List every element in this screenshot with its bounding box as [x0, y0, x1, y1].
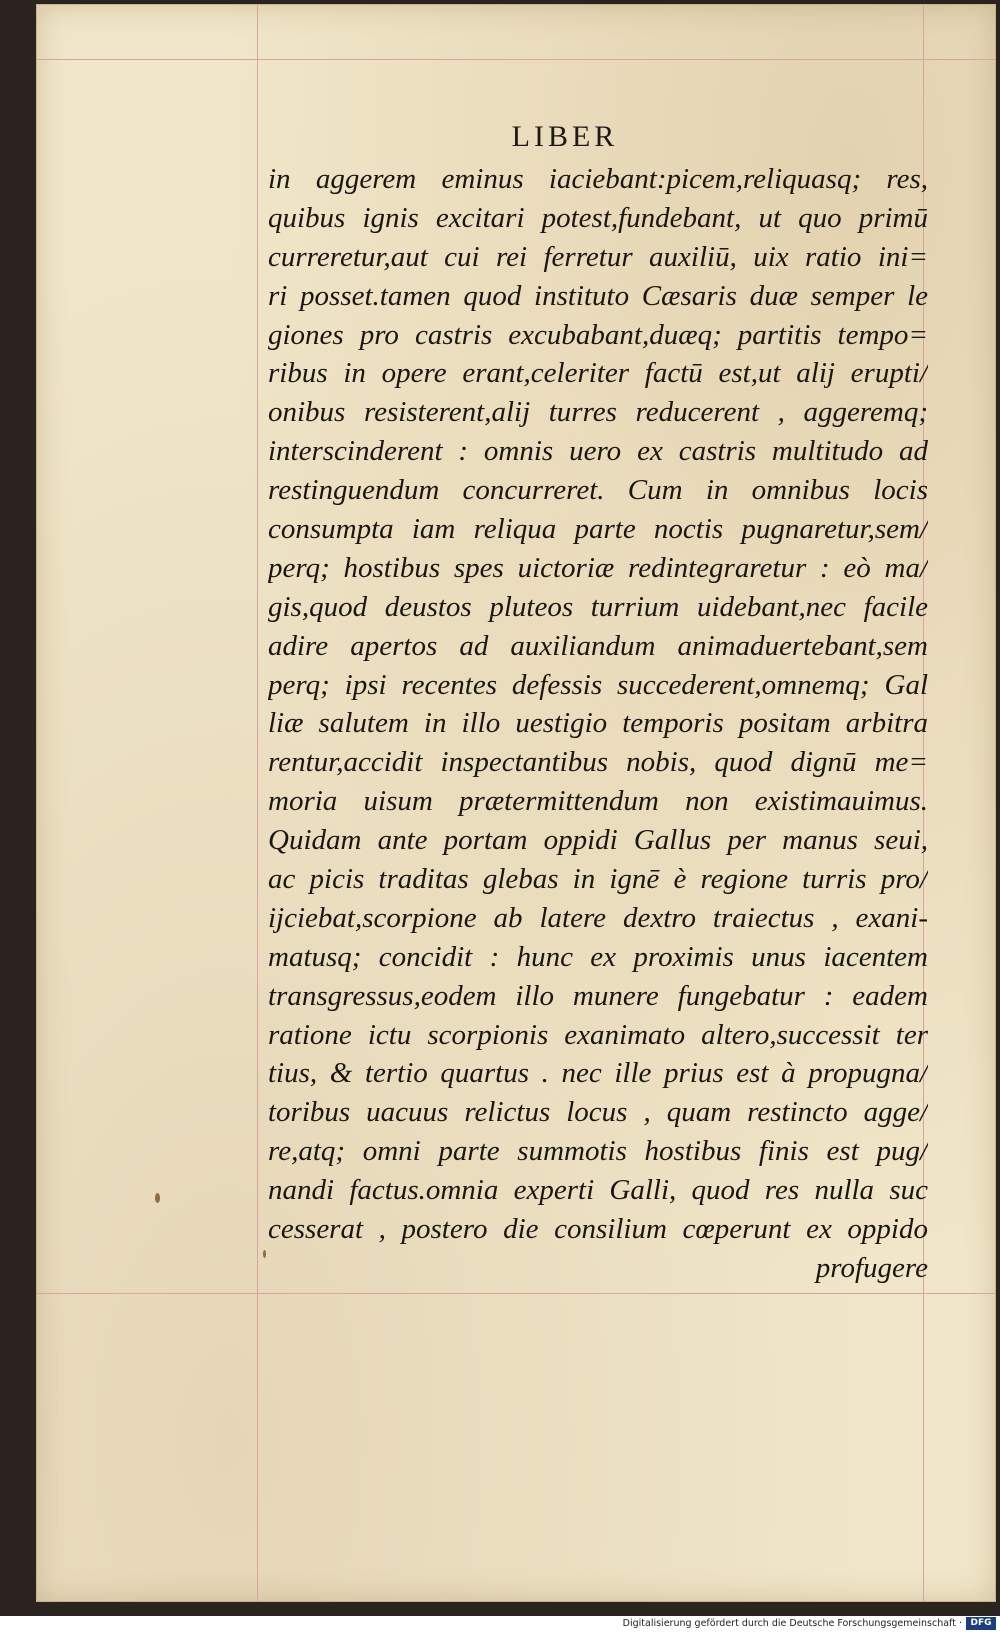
text-line: perq; hostibus spes uictoriæ redintegraretur : eò ma/ [268, 551, 928, 584]
text-line: Quidam ante portam oppidi Gallus per manus seui, [268, 824, 928, 857]
text-line: cesserat , postero die consilium cœperunt ex oppido [268, 1213, 928, 1246]
text-line: ribus in opere erant,celeriter factū est,ut alij erupti/ [268, 357, 928, 390]
text-line: interscinderent : omnis uero ex castris multitudo ad [268, 435, 928, 468]
text-line: nandi factus.omnia experti Galli, quod res nulla suc [268, 1174, 928, 1207]
paper-speck [155, 1193, 160, 1203]
text-line: rentur,accidit inspectantibus nobis, quod dignū me= [268, 746, 928, 779]
text-line: ac picis traditas glebas in ignē è regione turris pro/ [268, 863, 928, 896]
text-line: matusq; concidit : hunc ex proximis unus iacentem [268, 940, 928, 973]
text-line: perq; ipsi recentes defessis succederent,omnemq; Gal [268, 668, 928, 701]
text-line: ijciebat,scorpione ab latere dextro traiectus , exani- [268, 901, 928, 934]
text-line: quibus ignis excitari potest,fundebant, ut quo primū [268, 201, 928, 234]
text-line: tius, & tertio quartus . nec ille prius est à propugna/ [268, 1057, 928, 1090]
text-line: liæ salutem in illo uestigio temporis positam arbitra [268, 707, 928, 740]
text-line: gis,quod deustos pluteos turrium uidebant,nec facile [268, 590, 928, 623]
paper-speck [263, 1250, 266, 1258]
text-line: transgressus,eodem illo munere fungebatur : eadem [268, 979, 928, 1012]
dfg-logo: DFG [966, 1617, 996, 1630]
catchword: profugere [815, 1251, 928, 1284]
bottom-ruling-line [37, 1293, 995, 1294]
text-line: moria uisum prætermittendum non existimauimus. [268, 785, 928, 818]
text-line: restinguendum concurreret. Cum in omnibus locis [268, 474, 928, 507]
body-text-block [268, 160, 928, 1288]
text-line: giones pro castris excubabant,duæq; partitis tempo= [268, 318, 928, 351]
funding-note: Digitalisierung gefördert durch die Deutsche Forschungsgemeinschaft · [622, 1618, 962, 1629]
text-line: toribus uacuus relictus locus , quam restincto agge/ [268, 1096, 928, 1129]
text-line: in aggerem eminus iaciebant:picem,reliquasq; res, [268, 163, 928, 195]
text-line: onibus resisterent,alij turres reducerent , aggeremq; [268, 396, 928, 429]
text-line: ri posset.tamen quod instituto Cæsaris duæ semper le [268, 279, 928, 312]
text-line: adire apertos ad auxiliandum animaduertebant,sem [268, 629, 928, 662]
running-head-title: LIBER [511, 120, 619, 153]
text-line: curreretur,aut cui rei ferretur auxiliū, uix ratio ini= [268, 240, 928, 273]
left-margin-rule [257, 5, 258, 1601]
text-line: ratione ictu scorpionis exanimato altero,successit ter [268, 1018, 928, 1051]
text-line: consumpta iam reliqua parte noctis pugnaretur,sem/ [268, 513, 928, 546]
top-ruling-line [37, 59, 995, 60]
text-line: re,atq; omni parte summotis hostibus finis est pug/ [268, 1135, 928, 1168]
